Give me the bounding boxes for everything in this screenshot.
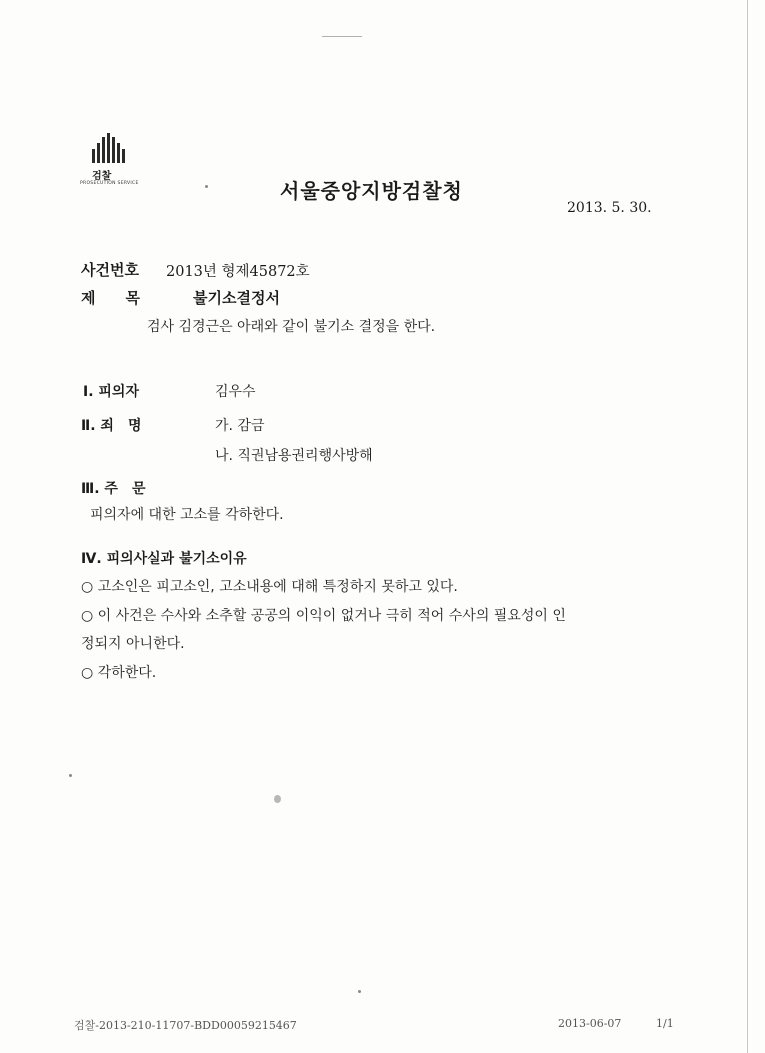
- scan-speck: [274, 795, 281, 803]
- order-text: 피의자에 대한 고소를 각하한다.: [90, 507, 284, 523]
- document-date: 2013. 5. 30.: [567, 200, 652, 216]
- logo-name: 검찰: [92, 171, 112, 182]
- scan-speck: [322, 36, 362, 37]
- reasons-label: Ⅳ. 피의사실과 불기소이유: [81, 551, 247, 567]
- scan-speck: [69, 774, 72, 777]
- charge-item: 나. 직권남용권리행사방해: [215, 448, 373, 464]
- charges-label: Ⅱ. 죄 명: [81, 418, 142, 434]
- footer-page-number: 1/1: [656, 1017, 674, 1030]
- logo-subtitle: PROSECUTION SERVICE: [80, 181, 139, 186]
- case-number-value: 2013년 형제45872호: [166, 264, 310, 280]
- scan-edge-line: [747, 0, 748, 1053]
- reason-item: ○ 각하한다.: [81, 665, 157, 681]
- scan-speck: [205, 185, 208, 188]
- subject-label: 제 목: [81, 289, 140, 307]
- footer-print-date: 2013-06-07: [558, 1017, 622, 1030]
- scan-speck: [358, 990, 361, 993]
- footer-document-id: 검찰-2013-210-11707-BDD00059215467: [74, 1019, 297, 1032]
- prosecution-logo-icon: [92, 133, 126, 163]
- suspect-label: Ⅰ. 피의자: [83, 384, 139, 400]
- office-title: 서울중앙지방검찰청: [280, 179, 463, 203]
- subject-value: 불기소결정서: [193, 289, 280, 307]
- reason-item-continuation: 정되지 아니한다.: [81, 636, 185, 652]
- reason-item: ○ 이 사건은 수사와 소추할 공공의 이익이 없거나 극히 적어 수사의 필요성이 인: [81, 608, 566, 624]
- case-number-label: 사건번호: [81, 261, 139, 279]
- charge-item: 가. 감금: [215, 418, 265, 434]
- reason-item: ○ 고소인은 피고소인, 고소내용에 대해 특정하지 못하고 있다.: [81, 579, 458, 595]
- suspect-value: 김우수: [215, 384, 256, 400]
- prosecution-logo: [80, 133, 140, 189]
- intro-text: 검사 김경근은 아래와 같이 불기소 결정을 한다.: [147, 319, 436, 335]
- order-label: Ⅲ. 주 문: [81, 481, 146, 497]
